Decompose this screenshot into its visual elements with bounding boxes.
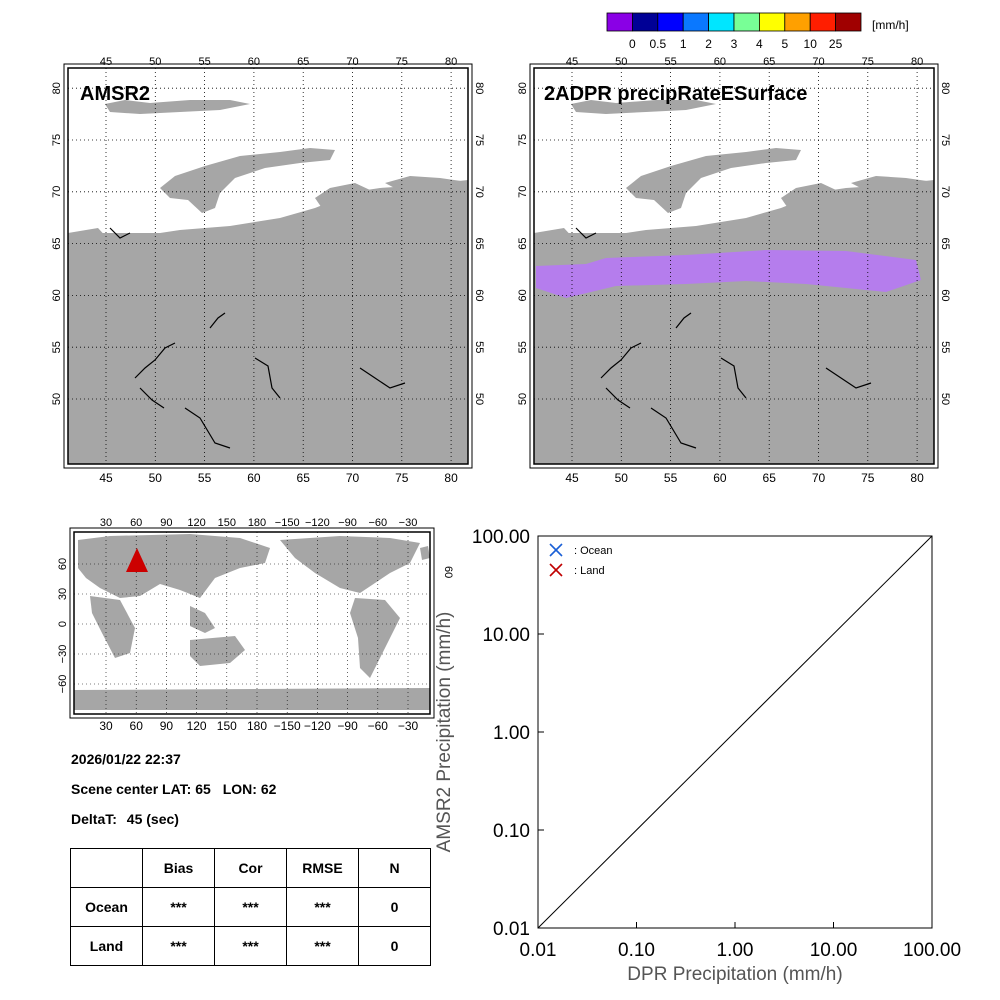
globe-lon-tick: −60 — [367, 719, 388, 733]
lon-tick-label: 55 — [197, 471, 212, 485]
globe-lat-tick: −60 — [57, 674, 69, 694]
globe-lon-tick: −30 — [397, 719, 419, 733]
colorbar-swatch — [658, 13, 683, 31]
lon-tick-label: 80 — [444, 56, 458, 68]
lat-tick-label: 65 — [517, 237, 529, 250]
x-tick-label: 100.00 — [902, 940, 962, 961]
scatter-plot — [420, 520, 980, 990]
globe-lat-tick: 60 — [57, 557, 69, 571]
globe-lon-tick: 150 — [216, 719, 237, 733]
land-n: 0 — [359, 927, 431, 966]
lon-tick-label: 45 — [565, 56, 579, 68]
colorbar-swatch — [785, 13, 810, 31]
lon-tick-label: 70 — [345, 471, 360, 485]
table-row — [71, 927, 431, 966]
lon-tick-label: 75 — [395, 471, 409, 485]
y-tick-label: 10.00 — [482, 625, 530, 646]
globe-right-lat-tick: 60 — [442, 566, 454, 579]
lat-tick-label: 70 — [473, 185, 485, 198]
globe-lon-tick: 90 — [159, 719, 174, 733]
lon-tick-label: 60 — [713, 471, 727, 485]
lat-tick-label: 70 — [51, 185, 63, 198]
map-title-dpr: 2ADPR precipRateESurface — [544, 83, 808, 105]
colorbar-swatch — [607, 13, 632, 31]
lat-tick-label: 80 — [473, 82, 485, 95]
lon-tick-label: 75 — [861, 471, 875, 485]
globe-lon-tick: −30 — [398, 518, 418, 529]
legend-label: : Land — [574, 565, 605, 577]
stats-header-cor: Cor — [215, 849, 287, 888]
lat-tick-label: 50 — [51, 392, 63, 406]
scene-delta — [71, 811, 179, 827]
globe-lon-tick: 60 — [130, 518, 143, 529]
stats-header-empty — [71, 849, 143, 888]
lon-tick-label: 65 — [296, 471, 310, 485]
lon-tick-label: 45 — [99, 471, 113, 485]
lon-tick-label: 50 — [148, 471, 162, 485]
lon-tick-label: 65 — [763, 56, 776, 68]
y-axis-title: AMSR2 Precipitation (mm/h) — [434, 611, 455, 853]
delta-label: DeltaT: — [71, 811, 117, 827]
lat-tick-label: 60 — [939, 289, 951, 302]
x-tick-label: 10.00 — [809, 940, 858, 961]
colorbar-label: 2 — [705, 37, 712, 51]
globe-map — [40, 518, 460, 738]
lon-tick-label: 45 — [99, 56, 113, 68]
lat-tick-label: 65 — [473, 237, 485, 250]
colorbar-label: 4 — [756, 37, 763, 51]
colorbar-swatch — [836, 13, 861, 31]
globe-lat-tick: 30 — [57, 587, 69, 601]
globe-lon-tick: −150 — [274, 518, 300, 529]
lon-tick-label: 70 — [812, 56, 825, 68]
lon-tick-label: 60 — [247, 471, 261, 485]
land-bias: *** — [143, 927, 215, 966]
globe-lon-tick: −90 — [338, 518, 357, 529]
ocean-bias: *** — [143, 888, 215, 927]
globe-lon-tick: 180 — [247, 518, 267, 529]
colorbar-label: 25 — [828, 37, 843, 51]
colorbar-label: 10 — [803, 37, 817, 51]
lon-tick-label: 80 — [910, 471, 924, 485]
lat-tick-label: 55 — [939, 341, 951, 354]
lon-tick-label: 60 — [713, 56, 727, 68]
colorbar-swatch — [709, 13, 734, 31]
stats-table — [70, 848, 431, 966]
globe-lon-tick: 90 — [160, 518, 173, 529]
lon-tick-label: 50 — [615, 56, 628, 68]
globe-lon-tick: 120 — [186, 719, 207, 733]
globe-lon-tick: −120 — [303, 719, 331, 733]
ocean-rmse: *** — [287, 888, 359, 927]
lat-tick-label: 50 — [939, 392, 951, 406]
ocean-cor: *** — [215, 888, 287, 927]
scene-center — [71, 781, 276, 797]
colorbar-label: 0 — [629, 37, 636, 51]
legend-label: : Ocean — [574, 545, 613, 557]
globe-lon-tick: −150 — [273, 719, 301, 733]
scene-center-lon: 62 — [260, 781, 277, 797]
dpr-map — [506, 48, 956, 498]
colorbar-swatch — [810, 13, 835, 31]
lat-tick-label: 80 — [51, 82, 63, 95]
lat-tick-label: 60 — [517, 289, 529, 302]
lat-tick-label: 65 — [939, 237, 951, 250]
row-label-ocean: Ocean — [71, 888, 143, 927]
lon-tick-label: 75 — [861, 56, 874, 68]
colorbar-swatch — [632, 13, 657, 31]
x-tick-label: 1.00 — [716, 940, 754, 961]
row-label-land: Land — [71, 927, 143, 966]
colorbar-swatch — [734, 13, 759, 31]
x-tick-label: 0.10 — [618, 940, 655, 961]
globe-lon-tick: −90 — [337, 719, 358, 733]
lon-tick-label: 65 — [297, 56, 310, 68]
x-tick-label: 0.01 — [519, 940, 557, 961]
scene-datetime: 2026/01/22 22:37 — [71, 751, 181, 767]
colorbar-swatch — [683, 13, 708, 31]
y-tick-label: 0.01 — [493, 919, 530, 940]
lon-tick-label: 80 — [910, 56, 924, 68]
globe-lon-tick: −120 — [305, 518, 330, 529]
y-tick-label: 0.10 — [493, 821, 530, 842]
globe-lon-tick: 150 — [217, 518, 236, 529]
lat-tick-label: 55 — [517, 341, 529, 354]
stats-header-row — [71, 849, 431, 888]
lat-tick-label: 55 — [51, 341, 63, 354]
x-axis-title: DPR Precipitation (mm/h) — [627, 964, 843, 985]
stats-header-n: N — [359, 849, 431, 888]
lat-tick-label: 60 — [51, 289, 63, 302]
lat-tick-label: 65 — [51, 237, 63, 250]
colorbar-label: 0.5 — [649, 37, 667, 51]
lon-tick-label: 60 — [247, 56, 261, 68]
lat-tick-label: 70 — [939, 185, 951, 198]
scene-center-lat: 65 — [195, 781, 211, 797]
globe-lon-tick: 60 — [129, 719, 143, 733]
lon-tick-label: 70 — [811, 471, 826, 485]
lat-tick-label: 80 — [939, 82, 951, 95]
delta-value: 45 (sec) — [126, 811, 179, 827]
scene-center-lon-label: LON: — [222, 781, 257, 797]
y-tick-label: 100.00 — [471, 527, 530, 548]
colorbar-swatch — [759, 13, 784, 31]
globe-lon-tick: 120 — [187, 518, 206, 529]
table-row — [71, 888, 431, 927]
lat-tick-label: 80 — [517, 82, 529, 95]
stats-header-bias: Bias — [143, 849, 215, 888]
lat-tick-label: 55 — [473, 341, 485, 354]
lon-tick-label: 75 — [395, 56, 408, 68]
lon-tick-label: 55 — [663, 471, 678, 485]
amsr2-map — [40, 48, 490, 498]
colorbar-unit: [mm/h] — [872, 18, 909, 32]
lat-tick-label: 75 — [473, 133, 485, 147]
lon-tick-label: 45 — [565, 471, 579, 485]
lat-tick-label: 50 — [473, 392, 485, 406]
colorbar-label: 3 — [730, 37, 738, 51]
globe-lat-tick: −30 — [57, 644, 69, 664]
globe-lon-tick: 30 — [99, 518, 113, 529]
ocean-n: 0 — [359, 888, 431, 927]
lon-tick-label: 80 — [444, 471, 458, 485]
globe-lon-tick: −60 — [368, 518, 388, 529]
globe-lat-tick: 0 — [57, 620, 69, 628]
y-tick-label: 1.00 — [493, 723, 530, 744]
scene-center-label: Scene center LAT: — [71, 781, 192, 797]
lat-tick-label: 70 — [517, 185, 529, 198]
lat-tick-label: 75 — [939, 133, 951, 147]
lon-tick-label: 55 — [664, 56, 677, 68]
lat-tick-label: 75 — [517, 133, 529, 147]
lon-tick-label: 70 — [346, 56, 359, 68]
map-title-amsr2: AMSR2 — [80, 83, 151, 105]
lon-tick-label: 50 — [149, 56, 162, 68]
lat-tick-label: 60 — [473, 289, 485, 302]
lat-tick-label: 50 — [517, 392, 529, 406]
lon-tick-label: 55 — [198, 56, 211, 68]
land-cor: *** — [215, 927, 287, 966]
stats-header-rmse: RMSE — [287, 849, 359, 888]
lon-tick-label: 65 — [762, 471, 776, 485]
colorbar-label: 5 — [781, 37, 789, 51]
globe-lon-tick: 30 — [99, 719, 113, 733]
globe-lon-tick: 180 — [246, 719, 268, 733]
colorbar-label: 1 — [679, 37, 687, 51]
land-rmse: *** — [287, 927, 359, 966]
lon-tick-label: 50 — [614, 471, 628, 485]
lat-tick-label: 75 — [51, 133, 63, 147]
